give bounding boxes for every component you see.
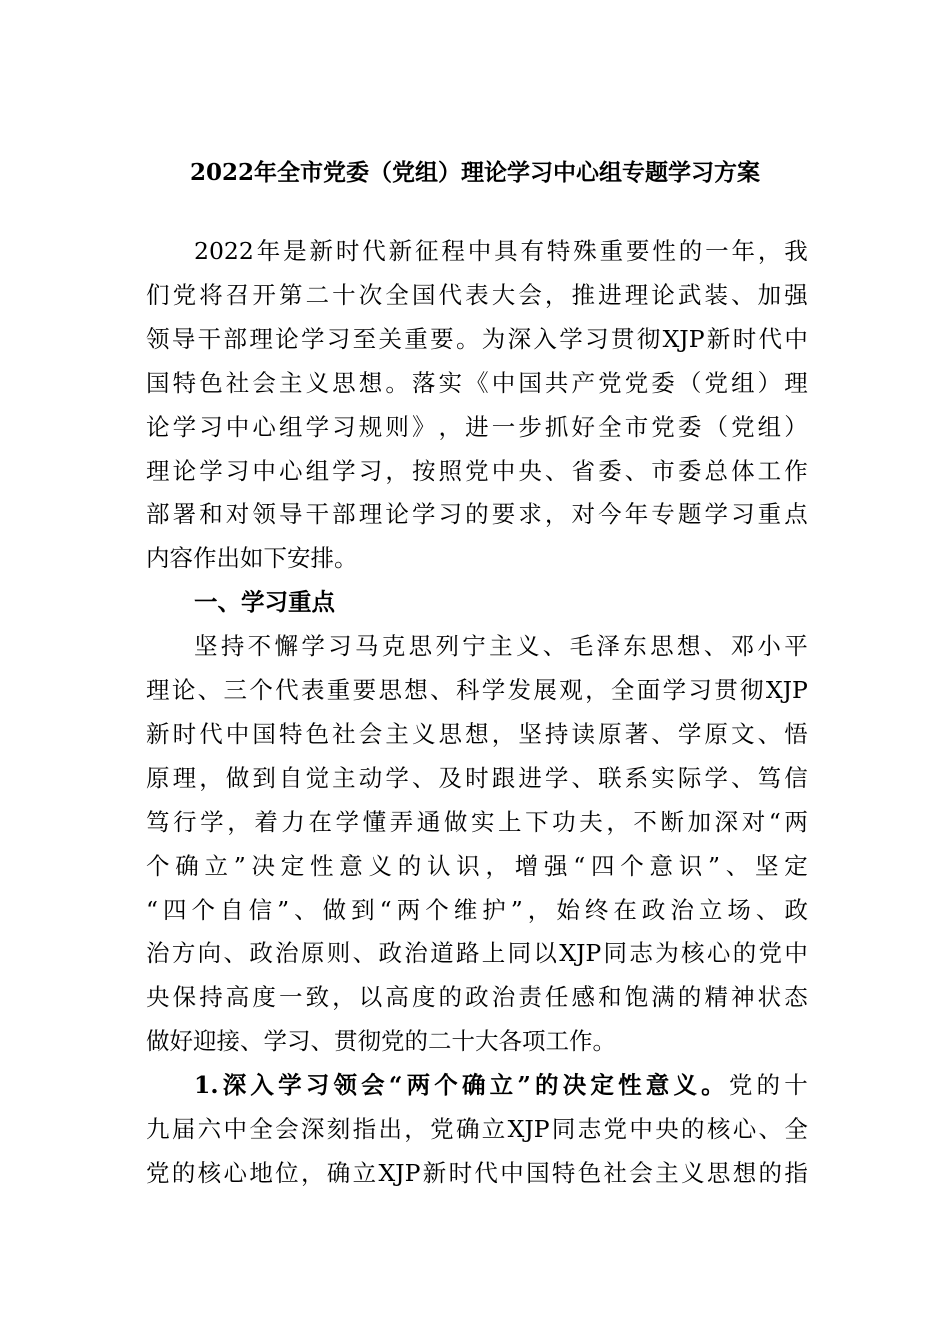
body-line: 九 届 六 中 全 会 深 刻 指 出 ， 党 确 立 XJP 同 志 党 中 央 的 核 心 、 全 [146, 1115, 808, 1143]
body-line: 理 论 学 习 中 心 组 学 习 ， 按 照 党 中 央 、 省 委 、 市 委 总 体 工 作 [146, 456, 808, 485]
body-line: 个 确 立 ” 决 定 性 意 义 的 认 识 ， 增 强 “ 四 个 意 识 ” 、 坚 定 [146, 851, 808, 880]
document-title: 2022年全市党委（党组）理论学习中心组专题学习方案 [189, 159, 760, 186]
body-line: 国 特 色 社 会 主 义 思 想 。 落 实 《 中 国 共 产 党 党 委 （ 党 组 ） 理 [146, 368, 808, 397]
body-line: 部 署 和 对 领 导 干 部 理 论 学 习 的 要 求 ， 对 今 年 专 题 学 习 重 点 [146, 500, 808, 529]
body-line: 领 导 干 部 理 论 学 习 至 关 重 要 。 为 深 入 学 习 贯 彻 XJP 新 时 代 中 [146, 324, 808, 353]
body-line: 党 的 核 心 地 位 ， 确 立 XJP 新 时 代 中 国 特 色 社 会 主 义 思 想 的 指 [146, 1158, 808, 1187]
body-line: 治 方 向 、 政 治 原 则 、 政 治 道 路 上 同 以 XJP 同 志 为 核 心 的 党 中 [146, 939, 808, 968]
body-line: 笃 行 学 ， 着 力 在 学 懂 弄 通 做 实 上 下 功 夫 ， 不 断 加 深 对 “ 两 [146, 807, 808, 836]
body-line: 1. 深 入 学 习 领 会 “ 两 个 确 立 ” 的 决 定 性 意 义 。 党 的 十 [194, 1071, 808, 1100]
body-line: 新 时 代 中 国 特 色 社 会 主 义 思 想 ， 坚 持 读 原 著 、 学 原 文 、 悟 [146, 719, 808, 748]
body-line: 理 论 、 三 个 代 表 重 要 思 想 、 科 学 发 展 观 ， 全 面 学 习 贯 彻 XJP [146, 676, 808, 704]
body-line: 原 理 ， 做 到 自 觉 主 动 学 、 及 时 跟 进 学 、 联 系 实 际 学 、 笃 信 [146, 763, 808, 792]
body-line: 一、学习重点 [194, 588, 335, 617]
body-line: 坚 持 不 懈 学 习 马 克 思 列 宁 主 义 、 毛 泽 东 思 想 、 邓 小 平 [194, 632, 808, 661]
body-line: 论 学 习 中 心 组 学 习 规 则 》 ， 进 一 步 抓 好 全 市 党 委 （ 党 组 ） [146, 412, 808, 441]
body-line: 2022 年 是 新 时 代 新 征 程 中 具 有 特 殊 重 要 性 的 一 年 ， 我 [194, 237, 808, 265]
body-line: 做好迎接、学习、贯彻党的二十大各项工作。 [146, 1027, 616, 1056]
body-line: 内容作出如下安排。 [146, 544, 358, 573]
body-line: 央 保 持 高 度 一 致 ， 以 高 度 的 政 治 责 任 感 和 饱 满 的 精 神 状 态 [146, 983, 808, 1012]
body-line: 们 党 将 召 开 第 二 十 次 全 国 代 表 大 会 ， 推 进 理 论 武 装 、 加 强 [146, 280, 808, 309]
body-line: “ 四 个 自 信 ” 、 做 到 “ 两 个 维 护 ” ， 始 终 在 政 治 立 场 、 政 [146, 895, 808, 924]
